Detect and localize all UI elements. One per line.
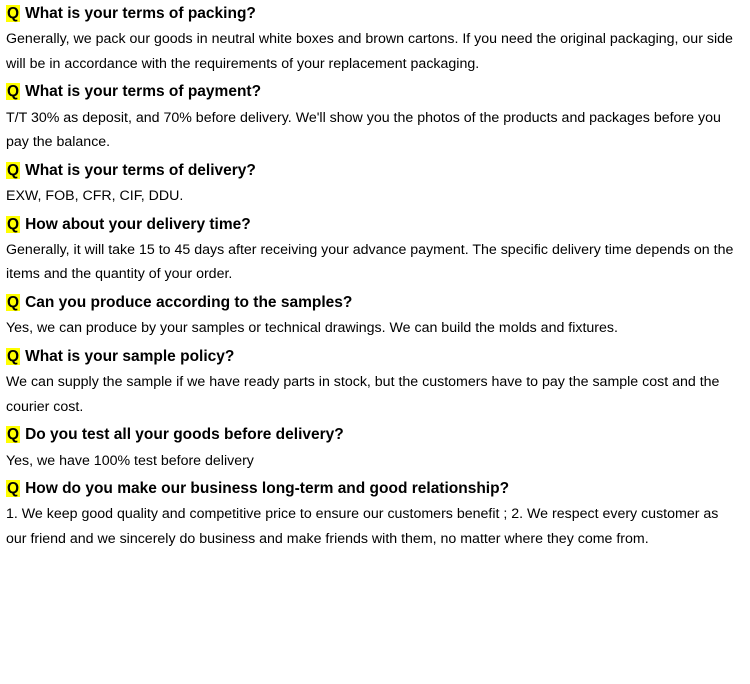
faq-answer: 1. We keep good quality and competitive price to ensure our customers benefit ; 2. We respect every customer as our friend and we sincerely do business and make friends with them, no matter where they come from. — [6, 506, 719, 547]
faq-question-text: How about your delivery time? — [25, 215, 251, 233]
faq-question-text: What is your sample policy? — [25, 347, 235, 365]
faq-question-text: Can you produce according to the samples? — [25, 293, 353, 311]
faq-question-text: How do you make our business long-term and good relationship? — [25, 479, 510, 497]
faq-item — [0, 78, 750, 156]
q-badge-icon: Q — [7, 215, 20, 233]
q-badge-icon: Q — [7, 479, 20, 497]
faq-question — [0, 421, 750, 447]
faq-item — [0, 475, 750, 553]
faq-item — [0, 343, 750, 421]
faq-question — [0, 211, 750, 237]
faq-answer: Generally, it will take 15 to 45 days after receiving your advance payment. The specific delivery time depends on the items and the quantity of your order. — [6, 241, 734, 283]
q-badge-icon: Q — [7, 347, 20, 365]
faq-item — [0, 211, 750, 289]
faq-answer: Yes, we have 100% test before delivery — [6, 452, 254, 469]
faq-question-text: What is your terms of delivery? — [25, 161, 256, 179]
faq-question-text: What is your terms of packing? — [25, 5, 256, 22]
faq-question — [0, 157, 750, 183]
faq-question — [0, 343, 750, 369]
faq-question — [0, 475, 750, 501]
faq-item — [0, 421, 750, 475]
q-badge-icon: Q — [7, 293, 20, 311]
faq-item — [0, 289, 750, 343]
q-badge-icon: Q — [7, 5, 20, 22]
faq-question-text: Do you test all your goods before delivery? — [25, 426, 344, 444]
q-badge-icon: Q — [7, 83, 20, 101]
faq-question — [0, 78, 750, 104]
faq-item — [0, 157, 750, 211]
faq-question — [0, 289, 750, 315]
faq-item — [0, 0, 750, 78]
faq-answer: T/T 30% as deposit, and 70% before delivery. We'll show you the photos of the products and packages before you pay the balance. — [6, 109, 721, 151]
faq-question — [0, 0, 750, 26]
faq-answer: Yes, we can produce by your samples or technical drawings. We can build the molds and fixtures. — [6, 320, 618, 337]
faq-answer: Generally, we pack our goods in neutral white boxes and brown cartons. If you need the original packaging, our side will be in accordance with the requirements of your replacement packaging. — [6, 31, 733, 72]
q-badge-icon: Q — [7, 426, 20, 444]
q-badge-icon: Q — [7, 161, 20, 179]
faq-question-text: What is your terms of payment? — [25, 83, 262, 101]
faq-answer: EXW, FOB, CFR, CIF, DDU. — [6, 188, 184, 205]
faq-answer: We can supply the sample if we have ready parts in stock, but the customers have to pay the sample cost and the courier cost. — [6, 374, 720, 415]
